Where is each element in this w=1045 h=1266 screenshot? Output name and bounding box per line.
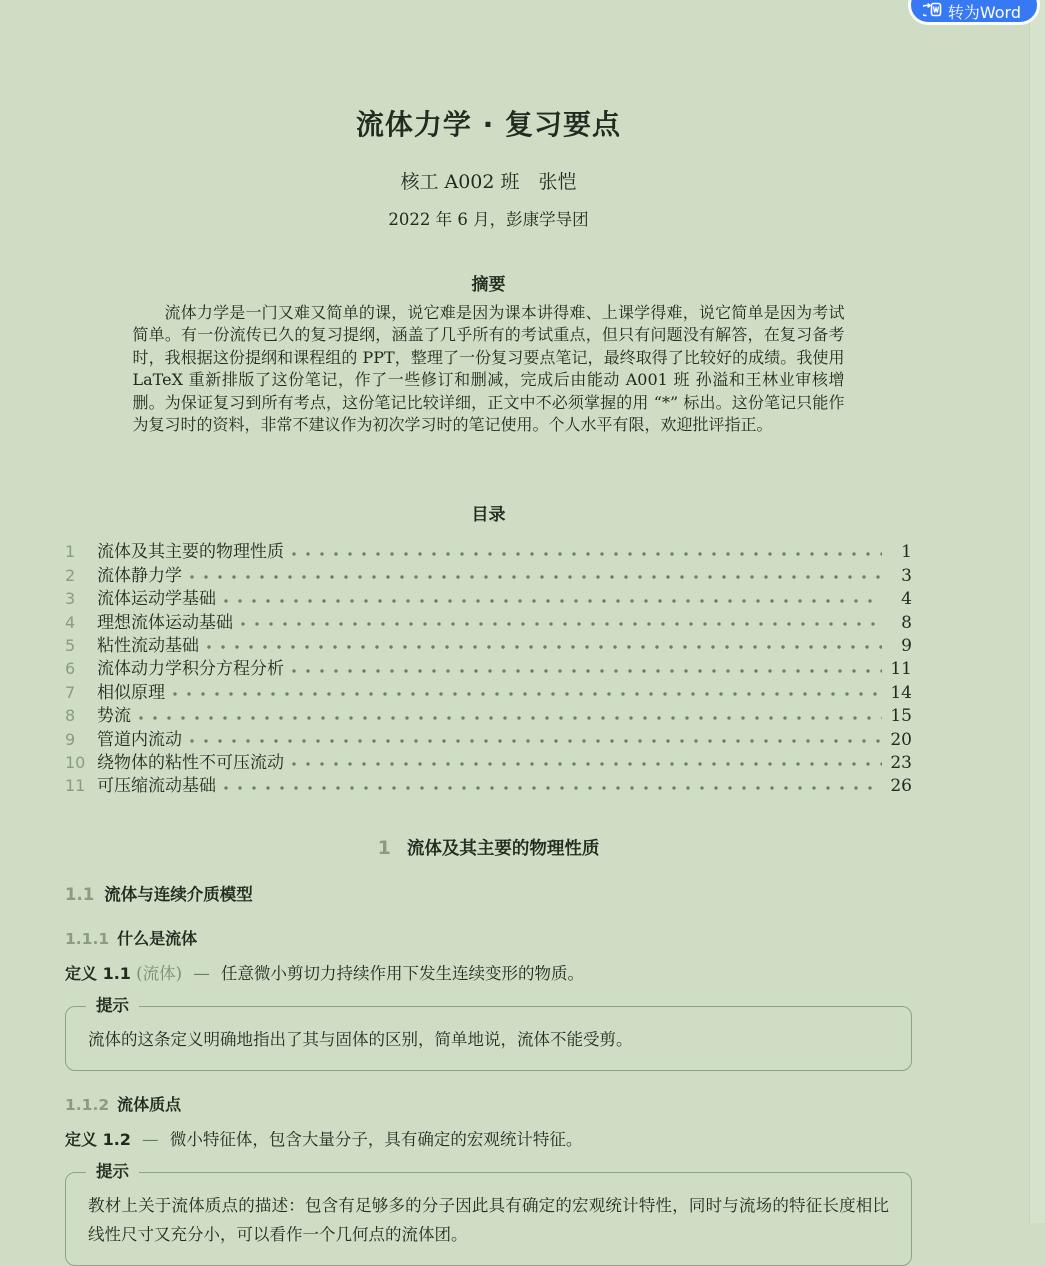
- toc-dot-leader: [190, 728, 882, 748]
- toc-item: [65, 678, 912, 701]
- toc-item-page-number: 8: [901, 612, 912, 633]
- definition-1-1: [65, 960, 912, 984]
- subsubsection-1-1-2-heading: [65, 1092, 912, 1115]
- date-line: 2022 年 6 月，彭康学导团: [388, 210, 589, 229]
- definition-dash: —: [193, 963, 210, 983]
- abstract-paragraph: 流体力学是一门又难又简单的课，说它难是因为课本讲得难、上课学得难，说它简单是因为考试简单。有一份流传已久的复习提纲，涵盖了几乎所有的考试重点，但只有问题没有解答，在复习备考时，我根据这份提纲和课程组的 PPT，整理了一份复习要点笔记，最终取得了比较好的成绩。我使用 LaTeX 重新排版了这份笔记，作了一些修订和删减，完成后由能动 A001 班 孙溢和王林业审核增删。为保证复习到所有考点，这份笔记比较详细，正文中不必须掌握的用 “*” 标出。这份笔记只能作为复习时的资料，非常不建议作为初次学习时的笔记使用。个人水平有限，欢迎批评指正。: [132, 303, 845, 435]
- toc-item-page-number: 4: [901, 589, 912, 610]
- definition-text: 微小特征体，包含大量分子，具有确定的宏观统计特征。: [169, 1130, 583, 1150]
- toc-item-number: 11: [65, 776, 86, 796]
- toc-item-page-number: 15: [890, 706, 912, 727]
- toc-item-number: 2: [65, 565, 76, 585]
- hint-label: 提示: [86, 995, 139, 1017]
- toc-dot-leader: [224, 588, 882, 608]
- toc-item-number: 6: [65, 659, 76, 679]
- toc-item-number: 8: [65, 706, 76, 726]
- toc-item-page-number: 11: [890, 659, 912, 680]
- toc-item: [65, 701, 912, 727]
- toc-dot-leader: [207, 634, 882, 654]
- subsubsection-number: 1.1.1: [65, 929, 110, 948]
- hint-text: 教材上关于流体质点的描述：包含有足够多的分子因此具有确定的宏观统计特性，同时与流场的特征长度相比线性尺寸又充分小，可以看作一个几何点的流体团。: [88, 1196, 889, 1244]
- toc-dot-leader: [292, 751, 882, 771]
- document-page: [65, 0, 912, 1266]
- toc-item-number: 5: [65, 636, 76, 655]
- definition-1-2: [65, 1126, 912, 1150]
- subsubsection-1-1-1-heading: [65, 926, 912, 949]
- toc-item-page-number: 9: [901, 636, 912, 656]
- subsection-1-1-heading: [65, 881, 912, 905]
- definition-label: 定义 1.2: [65, 1130, 131, 1150]
- subsubsection-title: 什么是流体: [117, 928, 198, 948]
- scrollbar-track[interactable]: [1029, 0, 1045, 1223]
- hint-box-1: [65, 995, 912, 1072]
- toc-item: [65, 537, 912, 563]
- subsubsection-title: 流体质点: [117, 1095, 182, 1115]
- hint-text: 流体的这条定义明确地指出了其与固体的区别，简单地说，流体不能受剪。: [88, 1029, 633, 1049]
- subsubsection-number: 1.1.2: [65, 1096, 110, 1115]
- definition-dash: —: [142, 1130, 159, 1150]
- toc-item-title: 流体动力学积分方程分析: [97, 659, 284, 680]
- toc-item: [65, 631, 912, 654]
- toc-item-number: 9: [65, 729, 76, 749]
- toc-item: [65, 654, 912, 680]
- convert-to-word-button[interactable]: [908, 0, 1040, 25]
- hint-box-2: [65, 1162, 912, 1266]
- toc-item-title: 粘性流动基础: [97, 636, 199, 656]
- toc-item-number: 3: [65, 589, 76, 609]
- toc-item-title: 管道内流动: [97, 729, 182, 750]
- toc-item: [65, 561, 912, 584]
- toc-item: [65, 771, 912, 797]
- toc-dot-leader: [139, 705, 882, 725]
- toc-dot-leader: [190, 564, 882, 584]
- toc-item-page-number: 14: [890, 682, 912, 703]
- toc-item-title: 绕物体的粘性不可压流动: [97, 752, 284, 773]
- definition-text: 任意微小剪切力持续作用下发生连续变形的物质。: [221, 963, 585, 983]
- toc-item-page-number: 23: [890, 752, 912, 773]
- toc-item-number: 7: [65, 682, 76, 702]
- toc-item-page-number: 26: [890, 776, 912, 797]
- toc-item: [65, 725, 912, 748]
- toc-dot-leader: [224, 775, 882, 795]
- toc-item: [65, 584, 912, 610]
- definition-term: (流体): [136, 963, 183, 983]
- section-title: 流体及其主要的物理性质: [406, 838, 600, 859]
- toc-heading: 目录: [471, 505, 506, 526]
- toc-list: [65, 537, 912, 797]
- abstract-heading: 摘要: [471, 275, 506, 295]
- toc-item-title: 流体及其主要的物理性质: [97, 542, 284, 563]
- toc-item-title: 流体运动学基础: [97, 589, 216, 610]
- section-1-heading: [65, 835, 912, 860]
- hint-label: 提示: [86, 1161, 139, 1183]
- toc-dot-leader: [292, 658, 882, 678]
- convert-button-label: 转为Word: [947, 2, 1021, 22]
- toc-dot-leader: [173, 681, 882, 701]
- toc-item-page-number: 1: [901, 542, 912, 563]
- toc-item-page-number: 3: [901, 565, 912, 586]
- toc-item: [65, 748, 912, 771]
- toc-item-title: 相似原理: [97, 682, 165, 703]
- toc-item-number: 4: [65, 612, 76, 632]
- definition-label: 定义 1.1: [65, 963, 131, 983]
- subsection-title: 流体与连续介质模型: [104, 884, 253, 904]
- toc-item: [65, 608, 912, 631]
- subsection-number: 1.1: [65, 884, 95, 904]
- toc-item-title: 流体静力学: [97, 565, 182, 586]
- toc-item-page-number: 20: [890, 729, 912, 750]
- page-title: 流体力学 · 复习要点: [355, 108, 622, 141]
- toc-dot-leader: [241, 611, 882, 631]
- toc-item-title: 势流: [97, 706, 131, 727]
- toc-item-number: 1: [65, 542, 76, 562]
- toc-item-title: 理想流体运动基础: [97, 612, 233, 633]
- toc-item-title: 可压缩流动基础: [97, 776, 216, 797]
- section-number: 1: [377, 836, 391, 859]
- toc-dot-leader: [292, 541, 882, 561]
- toc-item-number: 10: [65, 752, 86, 772]
- author-line: 核工 A002 班 张恺: [400, 171, 577, 193]
- word-convert-icon: [923, 2, 942, 19]
